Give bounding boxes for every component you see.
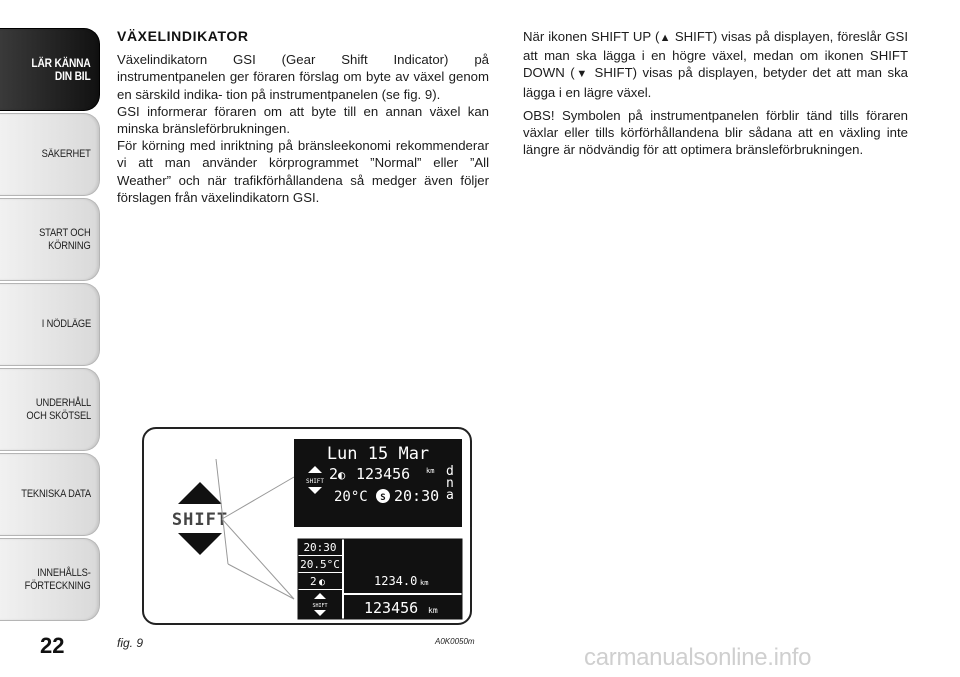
paragraph — [523, 28, 908, 101]
section-heading: VÄXELINDIKATOR — [117, 28, 249, 44]
display-mode-letter: a — [446, 488, 454, 503]
figure-code: A0K0050m — [435, 637, 475, 646]
right-text-column — [523, 28, 908, 164]
big-shift-up-icon — [178, 482, 222, 504]
display-date: Lun 15 Mar — [326, 444, 430, 464]
tab-label: I NÖDLÄGE — [41, 318, 91, 330]
tab-underhall-och-skotsel[interactable] — [0, 368, 100, 451]
display-bottom-trip: 1234.0 — [374, 574, 418, 588]
paragraph: För körning med inriktning på bränsleekonomi rekommenderar vi att man använder körprogrammet ”Normal” eller ”All Weather” och när trafikförhållandena så medger även följer förslagen från växelindikatorn GSI. — [117, 138, 489, 205]
figure-gear-shift-indicator — [142, 427, 472, 625]
display-bottom-gear: 2 — [310, 575, 317, 588]
gear-icon: ◐ — [319, 577, 326, 588]
tab-label: START OCH KÖRNING — [39, 226, 91, 252]
tab-start-och-korning[interactable] — [0, 198, 100, 281]
display-mode-letter: n — [446, 476, 454, 491]
text-run: SHIFT) visas på displayen, föreslår GSI att man ska lägga i en högre växel, medan om ikonen SHIFT DOWN ( — [523, 29, 908, 81]
display-time: 20:30 — [394, 487, 440, 505]
page-number: 22 — [40, 633, 65, 658]
display-bottom-trip-unit: km — [420, 579, 429, 587]
display-bottom-time: 20:30 — [303, 541, 337, 554]
shift-up-icon: ▲ — [659, 32, 671, 44]
tab-sakerhet[interactable] — [0, 113, 100, 196]
tab-label: TEKNISKA DATA — [21, 488, 91, 500]
display-bottom-temperature: 20.5°C — [300, 558, 340, 571]
big-shift-down-icon — [178, 533, 222, 555]
display-bottom-shift-label: SHIFT — [312, 603, 328, 609]
tab-label: LÄR KÄNNA DIN BIL — [31, 55, 91, 83]
display-temperature: 20°C — [334, 489, 368, 505]
text-run: SHIFT) visas på displayen, betyder det att man ska lägga i en lägre växel. — [523, 65, 908, 100]
display-bottom-odometer: 123456 — [364, 599, 419, 617]
tab-label: UNDERHÅLL OCH SKÖTSEL — [26, 396, 91, 422]
tab-i-nodlage[interactable] — [0, 283, 100, 366]
paragraph: GSI informerar föraren om att byte till en annan växel kan minska bränsleförbrukningen. — [117, 103, 489, 137]
display-bottom-odo-unit: km — [428, 606, 438, 615]
figure-label: fig. 9 — [117, 636, 144, 650]
display-odo-unit: km — [426, 467, 435, 475]
display-shift-label: SHIFT — [305, 478, 325, 485]
watermark: carmanualsonline.info — [584, 644, 812, 671]
chapter-sidebar — [0, 28, 104, 623]
tab-tekniska-data[interactable] — [0, 453, 100, 536]
tab-lar-kanna-din-bil[interactable] — [0, 28, 100, 111]
display-odometer: 123456 — [356, 465, 411, 483]
display-mode-letter: d — [446, 464, 454, 479]
gear-icon: ◐ — [338, 468, 346, 482]
shift-down-icon: ▼ — [574, 68, 590, 81]
text-run: När ikonen SHIFT UP ( — [523, 29, 660, 44]
figure-illustration — [144, 429, 470, 623]
tab-innehallsforteckning[interactable] — [0, 538, 100, 621]
tab-label: INNEHÅLLS- FÖRTECKNING — [24, 566, 91, 592]
start-stop-icon-letter: S — [380, 493, 386, 503]
tab-label: SÄKERHET — [41, 148, 91, 160]
display-gear: 2 — [329, 465, 339, 483]
left-text-column — [117, 28, 489, 212]
paragraph: OBS! Symbolen på instrumentpanelen förblir tänd tills föraren växlar eller tills körförhållandena blir sådana att en växling inte längre är nödvändig för att optimera bränsleförbrukningen. — [523, 107, 908, 158]
paragraph: Växelindikatorn GSI (Gear Shift Indicator) på instrumentpanelen ger föraren förslag om byte av växel genom en särskild indika- tion på instrumentpanelen (se fig. 9). — [117, 52, 489, 102]
big-shift-label: SHIFT — [171, 510, 229, 530]
